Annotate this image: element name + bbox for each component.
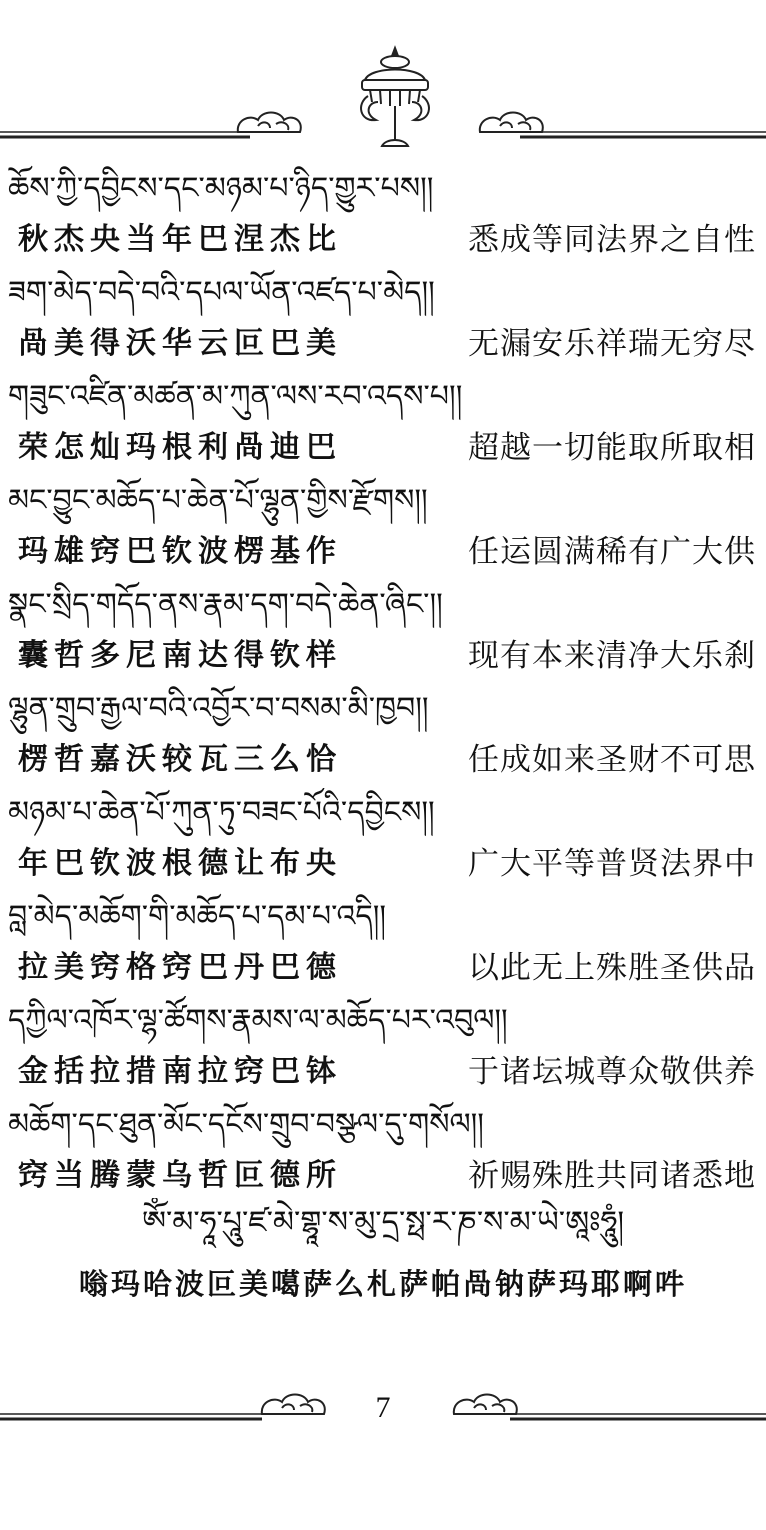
verse-transliteration: 金括拉措南拉窍巴钵: [18, 1054, 342, 1089]
verse-tibetan: ལྷུན་གྲུབ་རྒྱལ་བའི་འབྱོར་བ་བསམ་མི་ཁྱབ།།: [8, 691, 429, 726]
verse-meaning: 悉成等同法界之自性: [468, 222, 756, 258]
verse-tibetan: མང་བྱུང་མཆོད་པ་ཆེན་པོ་ལྷུན་གྱིས་རྫོགས།།: [8, 483, 428, 518]
page-number: 7: [375, 1391, 391, 1424]
verse-row: [0, 628, 766, 684]
verse-row: [0, 1148, 766, 1204]
verse-row: [0, 212, 766, 268]
verse-row: [0, 836, 766, 892]
verse-tibetan: གཟུང་འཛིན་མཚན་མ་ཀུན་ལས་རབ་འདས་པ།།: [8, 379, 463, 414]
auspicious-cloud-icon: [238, 113, 301, 133]
verse-transliteration: 咼美得沃华云叵巴美: [18, 326, 342, 361]
header-rule-lines: [0, 132, 766, 137]
verse-tibetan: མཉམ་པ་ཆེན་པོ་ཀུན་ཏུ་བཟང་པོའི་དབྱིངས།།: [8, 795, 435, 830]
verse-transliteration: 囊哲多尼南达得钦样: [18, 638, 342, 673]
verse-row: [0, 420, 766, 476]
header-ornament: [0, 40, 766, 160]
verse-transliteration: 荣怎灿玛根利咼迪巴: [18, 430, 342, 465]
verse-tibetan: མཆོག་དང་ཐུན་མོང་དངོས་གྲུབ་བསྩལ་དུ་གསོལ།།: [8, 1107, 484, 1142]
verse-row: [0, 524, 766, 580]
verse-transliteration: 楞哲嘉沃较瓦三么恰: [18, 742, 342, 777]
verse-tibetan: ཆོས་ཀྱི་དབྱིངས་དང་མཉམ་པ་ཉིད་གྱུར་པས།།: [8, 171, 434, 206]
verse-meaning: 任成如来圣财不可思: [468, 742, 756, 778]
auspicious-cloud-icon: [480, 113, 543, 133]
verse-row: [0, 1044, 766, 1100]
verse-meaning: 于诸坛城尊众敬供养: [468, 1054, 756, 1090]
verse-tibetan: སྣང་སྲིད་གདོད་ནས་རྣམ་དག་བདེ་ཆེན་ཞིང་།།: [8, 587, 443, 622]
verse-transliteration: 拉美窍格窍巴丹巴德: [18, 950, 342, 985]
verse-meaning: 超越一切能取所取相: [468, 430, 756, 466]
verse-row: [0, 732, 766, 788]
mantra-tibetan: ཨོཾ་མ་ཧཱ་པཱུ་ཛ་མེ་གྷཱ་ས་མུ་དྲ་སྥ་ར་ཎ་ས་མ་ཡེ་ཨཱཿཧཱུཾ།: [141, 1205, 625, 1240]
verse-meaning: 以此无上殊胜圣供品: [468, 950, 756, 986]
verse-row: [0, 940, 766, 996]
verse-tibetan: དཀྱིལ་འཁོར་ལྷ་ཚོགས་རྣམས་ལ་མཆོད་པར་འབུལ།།: [8, 1003, 508, 1038]
verse-meaning: 无漏安乐祥瑞无穷尽: [468, 326, 756, 362]
mantra-chinese: 嗡玛哈波叵美噶萨么札萨帕咼钠萨玛耶啊吽: [78, 1267, 687, 1301]
dharma-wheel-ornament-icon: [361, 48, 429, 146]
verse-tibetan: བླ་མེད་མཆོག་གི་མཆོད་པ་དམ་པ་འདི།།: [8, 899, 387, 934]
verse-meaning: 广大平等普贤法界中: [468, 846, 756, 882]
verse-meaning: 现有本来清净大乐刹: [468, 638, 756, 674]
verse-transliteration: 年巴钦波根德让布央: [18, 846, 342, 881]
verse-transliteration: 玛雄窍巴钦波楞基作: [18, 534, 342, 569]
verse-row: [0, 316, 766, 372]
verse-meaning: 任运圆满稀有广大供: [468, 534, 756, 570]
verse-transliteration: 窍当腾蒙乌哲叵德所: [18, 1158, 342, 1193]
verse-tibetan: ཟག་མེད་བདེ་བའི་དཔལ་ཡོན་འཛད་པ་མེད།།: [8, 275, 435, 310]
verse-transliteration: 秋杰央当年巴涅杰比: [18, 222, 342, 257]
verse-meaning: 祈赐殊胜共同诸悉地: [468, 1158, 756, 1194]
